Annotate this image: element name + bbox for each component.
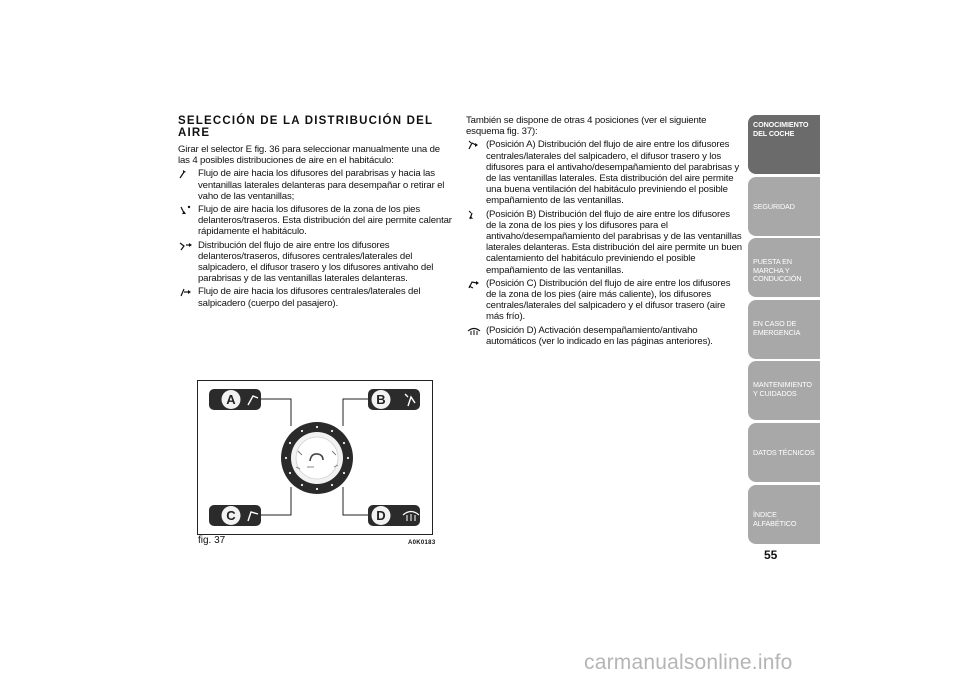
watermark: carmanualsonline.info [584, 651, 793, 674]
list-item: (Posición C) Distribución del flujo de aire entre los difusores de la zona de los pies (aire más caliente), los difusores centrales/laterales del salpicadero y el difusor trasero (aire más frío). [466, 278, 742, 323]
list-item: Distribución del flujo de aire entre los difusores delanteros/traseros, difusores centrales/laterales del salpicadero, el difusor trasero y los difusores antivaho del parabrisas y de las ventanillas laterales delanteras. [178, 240, 454, 285]
tab-datos-tecnicos[interactable]: DATOS TÉCNICOS [748, 423, 820, 482]
intro-paragraph-right: También se dispone de otras 4 posiciones (ver el siguiente esquema fig. 37): [466, 115, 707, 138]
windshield-airflow-icon [178, 169, 194, 179]
defrost-icon [466, 326, 482, 336]
page-number: 55 [764, 548, 778, 562]
figure-caption: fig. 37 [198, 535, 226, 546]
tab-indice-alfabetico[interactable]: ÍNDICE ALFABÉTICO [748, 485, 820, 544]
position-c-label: C [226, 508, 236, 523]
list-item: (Posición A) Distribución del flujo de aire entre los difusores centrales/laterales del salpicadero, el difusor trasero y los difusores para el antivaho/desempañamiento del parabrisas y de las ventanillas laterales. Esta distribución del aire permite una buena ventilación del habitáculo previniendo el posible empañamiento de las ventanillas. [466, 139, 742, 206]
tab-mantenimiento[interactable]: MANTENIMIENTO Y CUIDADOS [748, 361, 820, 420]
tab-puesta-en-marcha[interactable]: PUESTA EN MARCHA Y CONDUCCIÓN [748, 238, 820, 297]
tab-conocimiento-del-coche[interactable]: CONOCIMIENTO DEL COCHE [748, 115, 820, 174]
position-b-icon [466, 210, 482, 220]
position-a-label: A [226, 392, 236, 407]
list-item: (Posición B) Distribución del flujo de aire entre los difusores de la zona de los pies y los difusores para el antivaho/desempañamiento del parabrisas y de las ventanillas laterales delanteras. Esta distribución del aire permite un buen calentamiento del habitáculo previniendo el posible empañamiento de las ventanillas. [466, 209, 742, 276]
intro-paragraph: Girar el selector E fig. 36 para seleccionar manualmente una de las 4 posibles distribuciones de aire en el habitáculo: [178, 144, 440, 167]
tab-seguridad[interactable]: SEGURIDAD [748, 177, 820, 236]
distribution-knob [281, 422, 353, 494]
figure-37 [197, 380, 433, 535]
face-airflow-icon [178, 287, 194, 297]
section-title: SELECCIÓN DE LA DISTRIBUCIÓN DEL AIRE [178, 115, 433, 139]
position-d-label: D [376, 508, 386, 523]
feet-airflow-icon [178, 205, 194, 215]
list-item: Flujo de aire hacia los difusores de la zona de los pies delanteros/traseros. Esta distribución del aire permite calentar rápidamente el habitáculo. [178, 204, 454, 238]
left-column [178, 115, 454, 311]
list-item: (Posición D) Activación desempañamiento/antivaho automáticos (ver lo indicado en las páginas anteriores). [466, 325, 742, 347]
list-item: Flujo de aire hacia los difusores centrales/laterales del salpicadero (cuerpo del pasajero). [178, 286, 454, 308]
position-c-icon [466, 279, 482, 289]
right-column [466, 115, 742, 349]
position-b-label: B [376, 392, 386, 407]
position-a-icon [466, 140, 482, 150]
figure-code: A0K0183 [408, 540, 436, 546]
list-item: Flujo de aire hacia los difusores del parabrisas y hacia las ventanillas laterales delanteras para desempañar o retirar el vaho de las ventanillas; [178, 168, 454, 202]
feet-windshield-airflow-icon [178, 241, 194, 251]
tab-en-caso-de-emergencia[interactable]: EN CASO DE EMERGENCIA [748, 300, 820, 359]
